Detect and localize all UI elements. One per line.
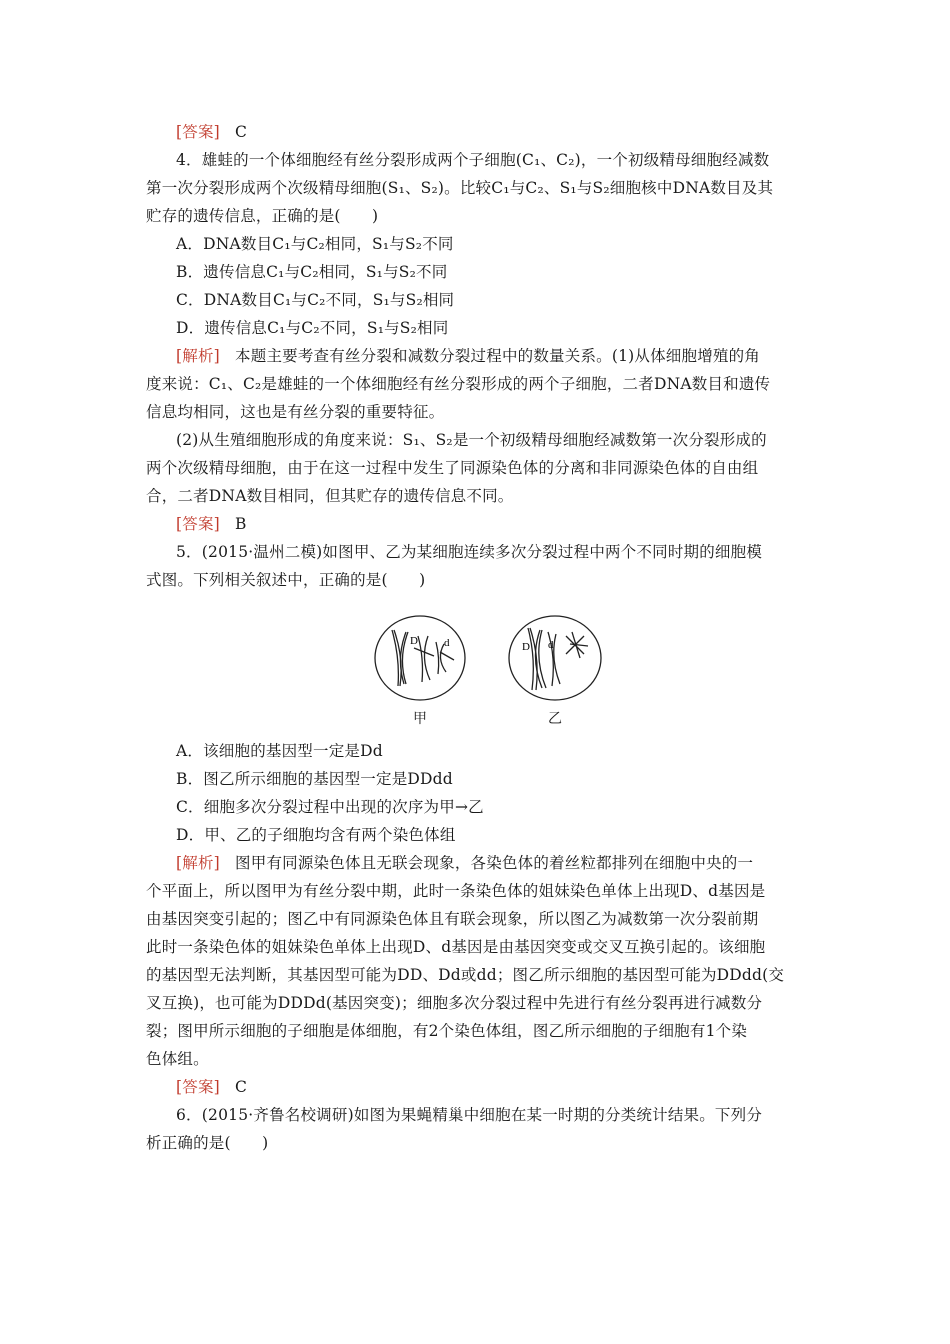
q4-option-d: D．遗传信息C₁与C₂不同，S₁与S₂相同	[176, 319, 449, 337]
q5-option-a: A．该细胞的基因型一定是Dd	[176, 742, 383, 760]
q4-analysis-line-4: (2)从生殖细胞形成的角度来说：S₁、S₂是一个初级精母细胞经减数第一次分裂形成的	[176, 431, 767, 449]
cell-yi	[509, 616, 601, 700]
cell-jia	[375, 616, 465, 700]
q6-stem-line-1: 6．(2015·齐鲁名校调研)如图为果蝇精巢中细胞在某一时期的分类统计结果。下列分	[176, 1106, 763, 1124]
q4-stem-line-3: 贮存的遗传信息，正确的是( )	[146, 207, 379, 225]
q5-stem-line-1: 5．(2015·温州二模)如图甲、乙为某细胞连续多次分裂过程中两个不同时期的细胞模	[176, 543, 763, 561]
gene-label-D-cell1: D	[410, 635, 418, 647]
q4-analysis-line-5: 两个次级精母细胞，由于在这一过程中发生了同源染色体的分离和非同源染色体的自由组	[146, 459, 759, 477]
q4-option-c: C．DNA数目C₁与C₂不同，S₁与S₂相同	[176, 291, 455, 309]
q5-analysis-line-6: 叉互换)，也可能为DDDd(基因突变)；细胞多次分裂过程中先进行有丝分裂再进行减数分	[146, 994, 763, 1012]
q4-analysis-line-1	[176, 346, 810, 366]
q5-analysis-line-4: 此时一条染色体的姐妹染色单体上出现D、d基因是由基因突变或交叉互换引起的。该细胞	[146, 938, 766, 956]
q5-analysis-line-3: 由基因突变引起的；图乙中有同源染色体且有联会现象，所以图乙为减数第一次分裂前期	[146, 910, 759, 928]
q5-option-b: B．图乙所示细胞的基因型一定是DDdd	[176, 770, 453, 788]
q4-stem-line-2: 第一次分裂形成两个次级精母细胞(S₁、S₂)。比较C₁与C₂、S₁与S₂细胞核中DNA数目及其	[146, 179, 774, 197]
q4-analysis-line-6: 合，二者DNA数目相同，但其贮存的遗传信息不同。	[146, 487, 514, 505]
answer-tag: [答案]	[176, 515, 220, 533]
figure-label-yi: 乙	[548, 711, 562, 727]
answer-tag: [答案]	[176, 1078, 220, 1096]
q4-option-a: A．DNA数目C₁与C₂相同，S₁与S₂不同	[176, 235, 454, 253]
cell-diagram	[370, 614, 620, 726]
answer-tag: [答案]	[176, 123, 220, 141]
q5-stem-line-2: 式图。下列相关叙述中，正确的是( )	[146, 571, 426, 589]
gene-label-d-cell2: d	[548, 639, 554, 651]
q4-analysis-line-3: 信息均相同，这也是有丝分裂的重要特征。	[146, 403, 445, 421]
q5-answer-line	[176, 1077, 810, 1097]
analysis-text: 本题主要考查有丝分裂和减数分裂过程中的数量关系。(1)从体细胞增殖的角	[235, 347, 761, 365]
q5-option-d: D．甲、乙的子细胞均含有两个染色体组	[176, 826, 456, 844]
gene-label-d-cell1: d	[444, 637, 450, 649]
q5-analysis-line-5: 的基因型无法判断，其基因型可能为DD、Dd或dd；图乙所示细胞的基因型可能为DDdd(交	[146, 966, 785, 984]
figure-label-jia: 甲	[413, 711, 427, 727]
answer-value: B	[235, 515, 247, 533]
analysis-tag: [解析]	[176, 854, 220, 872]
q4-option-b: B．遗传信息C₁与C₂相同，S₁与S₂不同	[176, 263, 448, 281]
q5-analysis-line-1	[176, 853, 810, 873]
q4-answer-line	[176, 514, 810, 534]
analysis-tag: [解析]	[176, 347, 220, 365]
q4-stem-line-1: 4．雄蛙的一个体细胞经有丝分裂形成两个子细胞(C₁、C₂)，一个初级精母细胞经减数	[176, 151, 770, 169]
q5-analysis-line-8: 色体组。	[146, 1050, 209, 1068]
answer-value: C	[235, 1078, 248, 1096]
q3-answer-line	[176, 122, 810, 142]
analysis-text: 图甲有同源染色体且无联会现象，各染色体的着丝粒都排列在细胞中央的一	[235, 854, 754, 872]
gene-label-D-cell2: D	[522, 641, 530, 653]
cell-division-figure	[370, 614, 620, 726]
q5-analysis-line-2: 个平面上，所以图甲为有丝分裂中期，此时一条染色体的姐妹染色单体上出现D、d基因是	[146, 882, 766, 900]
answer-value: C	[235, 123, 248, 141]
q6-stem-line-2: 析正确的是( )	[146, 1134, 269, 1152]
q4-analysis-line-2: 度来说：C₁、C₂是雄蛙的一个体细胞经有丝分裂形成的两个子细胞，二者DNA数目和遗传	[146, 375, 771, 393]
q5-analysis-line-7: 裂；图甲所示细胞的子细胞是体细胞，有2个染色体组，图乙所示细胞的子细胞有1个染	[146, 1022, 748, 1040]
q5-option-c: C．细胞多次分裂过程中出现的次序为甲→乙	[176, 798, 484, 816]
